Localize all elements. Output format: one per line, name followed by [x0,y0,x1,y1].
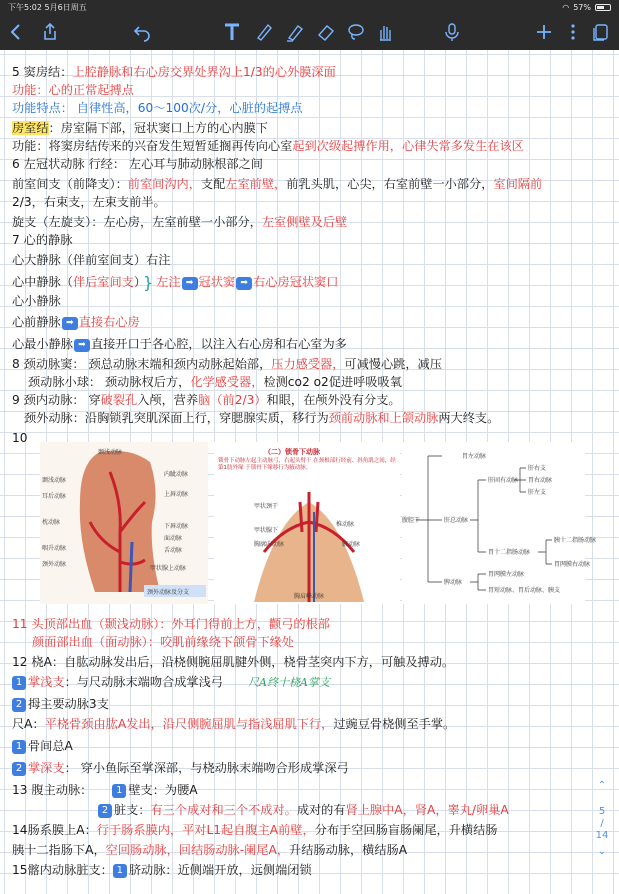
arrow-icon: ➡ [182,277,198,290]
number-badge: 2 [98,804,112,818]
note-line: 颈外动脉：沿胸锁乳突肌深面上行，穿腮腺实质，移行为颈前动脉和上颌动脉两大终支。 [24,411,500,425]
figure-label: 胸肩峰动脉 [294,593,325,600]
celiac-trunk-diagram [402,442,597,604]
undo-icon[interactable] [130,20,154,44]
share-icon[interactable] [38,20,62,44]
note-line: 心中静脉（伴后室间支） } 左注 ➡ 冠状窦 ➡ 右心房冠状窦口 [12,273,339,292]
figure-label: 胃右动脉 [528,477,553,484]
figure-label: 枕动脉 [42,519,61,526]
figure-label: 肝总动脉 [444,517,469,524]
figure-label: 耳后动脉 [42,493,67,500]
chevron-up-icon[interactable]: ⌃ [597,780,607,791]
note-line: 10 [12,431,28,445]
note-line: 8 颈动脉窦： 颈总动脉末端和颈内动脉起始部，压力感受器，可减慢心跳，减压 [12,357,442,371]
pages-icon[interactable] [589,20,613,44]
figure-caption: 颈外动脉及分支 [147,589,190,596]
toolbar [0,14,619,50]
highlighter-icon[interactable] [283,20,307,44]
page-total: 14 [595,830,609,841]
number-badge: 2 [12,762,26,776]
note-line: 颈动脉小球： 颈动脉杈后方，化学感受器，检测co2 o2促进呼吸吸氧 [28,375,402,389]
note-line: 2/3，右束支，左束支前半。 [12,195,166,209]
figure-label: 甲状腺下 [254,527,279,534]
figure-label: 面动脉 [164,535,183,542]
arrow-icon: ➡ [74,339,90,352]
status-time: 下午5:02 5月6日周五 [8,2,87,12]
arrow-icon: ➡ [236,277,252,290]
more-icon[interactable] [561,20,585,44]
note-line: 心小静脉 [12,294,61,308]
note-line: 前室间支（前降支）：前室间沟内，支配左室前壁，前乳头肌，心尖，右室前壁一小部分，室间隔前 [12,177,543,191]
figure-label: 胃十二指肠动脉 [488,549,531,556]
handwritten-note: 尺A终十桡A掌支 [248,676,330,689]
note-line: 尺A：平桡骨颈由肱A发出，沿尺侧腕屈肌与指浅屈肌下行，过豌豆骨桡侧至手掌。 [12,717,456,731]
figure-label: 甲状腺上动脉 [150,565,187,572]
figure-description: 锁骨下动脉左起主动脉弓，右起头臂干 在颈根部行经前、斜角肌之间，经第1肋外缘 于锁骨下缘移行为腋动脉。 [218,458,396,471]
figure-label: 胃短动脉、胃后动脉、胰支 [488,587,561,594]
note-line: 心前静脉 ➡ 直接右心房 [12,315,140,329]
lasso-icon[interactable] [344,20,368,44]
chevron-down-icon[interactable]: ⌄ [597,846,607,857]
figure-label: 腹腔干 [402,517,421,524]
subclavian-image [214,442,400,604]
pen-icon[interactable] [252,20,276,44]
note-line: 颜面部出血（面动脉）：咬肌前缘绕下颌骨下缘处 [32,635,295,649]
note-line: 房室结：房室隔下部，冠状窦口上方的心内膜下 [12,121,268,135]
note-line: 6 左冠状动脉 行经： 左心耳与肺动脉根部之间 [12,157,263,171]
number-badge: 1 [12,676,26,690]
note-line: 1 掌浅支：与尺动脉末端吻合成掌浅弓 [12,674,223,690]
note-line: 9 颈内动脉： 穿破裂孔入颅，营养脑（前2/3）和眼，在颅外没有分支。 [12,393,401,407]
eraser-icon[interactable] [314,20,338,44]
figure-label: 颈外动脉 [42,561,67,568]
note-line: 2 掌深支： 穿小鱼际至掌深部，与桡动脉末端吻合形成掌深弓 [12,760,349,776]
figure-label: 舌动脉 [164,547,183,554]
number-badge: 2 [12,698,26,712]
battery-percent: 57% [573,2,591,12]
figure-label: 胃左动脉 [462,453,487,460]
arrow-icon: ➡ [62,317,78,330]
note-line: 12 桡A：自肱动脉发出后，沿桡侧腕屈肌腱外侧，桡骨茎突内下方，可触及搏动。 [12,655,455,669]
note-line: 13 腹主动脉： 1 壁支：为腰A [12,783,198,797]
note-line: 15髂内动脉脏支： 1 脐动脉：近侧端开放，远侧端闭锁 [12,863,312,877]
note-line: 2 拇主要动脉3支 [12,696,109,712]
note-line: 5 窦房结：上腔静脉和右心房交界处界沟上1/3的心外膜深面 [12,65,336,79]
figure-title: （二）锁骨下动脉 [264,448,320,456]
note-line: 胰十二指肠下A，空回肠动脉，回结肠动脉-阑尾A，升结肠动脉，横结肠A [12,843,408,857]
brace-icon: } [142,273,154,292]
figure-label: 胰十二指肠动脉 [554,537,597,544]
note-line: 心最小静脉 ➡ 直接开口于各心腔，以注入右心房和右心室为多 [12,337,347,351]
figure-label: 胃网膜右动脉 [554,561,591,568]
status-bar [0,0,619,14]
figure-label: 脾动脉 [444,579,463,586]
hand-icon[interactable] [373,20,397,44]
figure-label: 内眦动脉 [164,471,189,478]
note-line: 2 脏支：有三个成对和三个不成对。成对的有肾上腺中A，肾A，睾丸/卵巢A [98,802,509,818]
back-chevron-icon[interactable] [4,20,28,44]
figure-label: 甲状颈干 [254,503,279,510]
microphone-icon[interactable] [440,20,464,44]
number-badge: 1 [12,740,26,754]
note-line: 功能：心的正常起搏点 [12,83,134,97]
note-line: 14肠系膜上A：行于肠系膜内，平对L1起自腹主A前壁，分布于空回肠盲肠阑尾，升横结肠 [12,823,498,837]
figure-label: 肝左支 [528,489,547,496]
anatomy-figure[interactable] [40,442,597,610]
figure-label: 胃网膜左动脉 [488,571,525,578]
note-line: 功能：将窦房结传来的兴奋发生短暂延搁再传向心室起到次级起搏作用，心律失常多发生在该区 [12,139,524,153]
figure-label: 颞浅动脉 [42,477,67,484]
note-line: 心大静脉（伴前室间支）右注 [12,253,171,267]
number-badge: 1 [113,864,127,878]
note-page[interactable] [0,50,619,894]
figure-label: 胸廓内动脉 [254,541,285,548]
note-line: 旋支（左旋支）：左心房，左室前壁一小部分，左室侧壁及后壁 [12,215,348,229]
figure-label: 肝右支 [528,465,547,472]
note-line: 11 头顶部出血（颞浅动脉）：外耳门得前上方，颧弓的根部 [12,617,330,631]
figure-label: 颞浅动脉 [98,449,123,456]
note-line: 功能特点： 自律性高，60～100次/分，心脏的起搏点 [12,101,303,115]
page-current: 5 [598,806,606,817]
figure-label: 肝固有动脉 [488,477,519,484]
page-separator-icon: / [600,818,604,829]
figure-label: 咽升动脉 [42,545,67,552]
number-badge: 1 [112,784,126,798]
text-tool-icon[interactable] [220,20,244,44]
figure-label: 腋动脉 [342,541,361,548]
wifi-icon: ◠ [562,2,570,12]
note-line: 1 骨间总A [12,738,73,754]
figure-label: 上唇动脉 [164,491,189,498]
external-carotid-image [40,442,208,604]
note-line: 7 心的静脉 [12,233,73,247]
add-icon[interactable] [532,20,556,44]
figure-label: 椎动脉 [336,521,355,528]
battery-icon [595,4,611,11]
figure-label: 下唇动脉 [164,523,189,530]
